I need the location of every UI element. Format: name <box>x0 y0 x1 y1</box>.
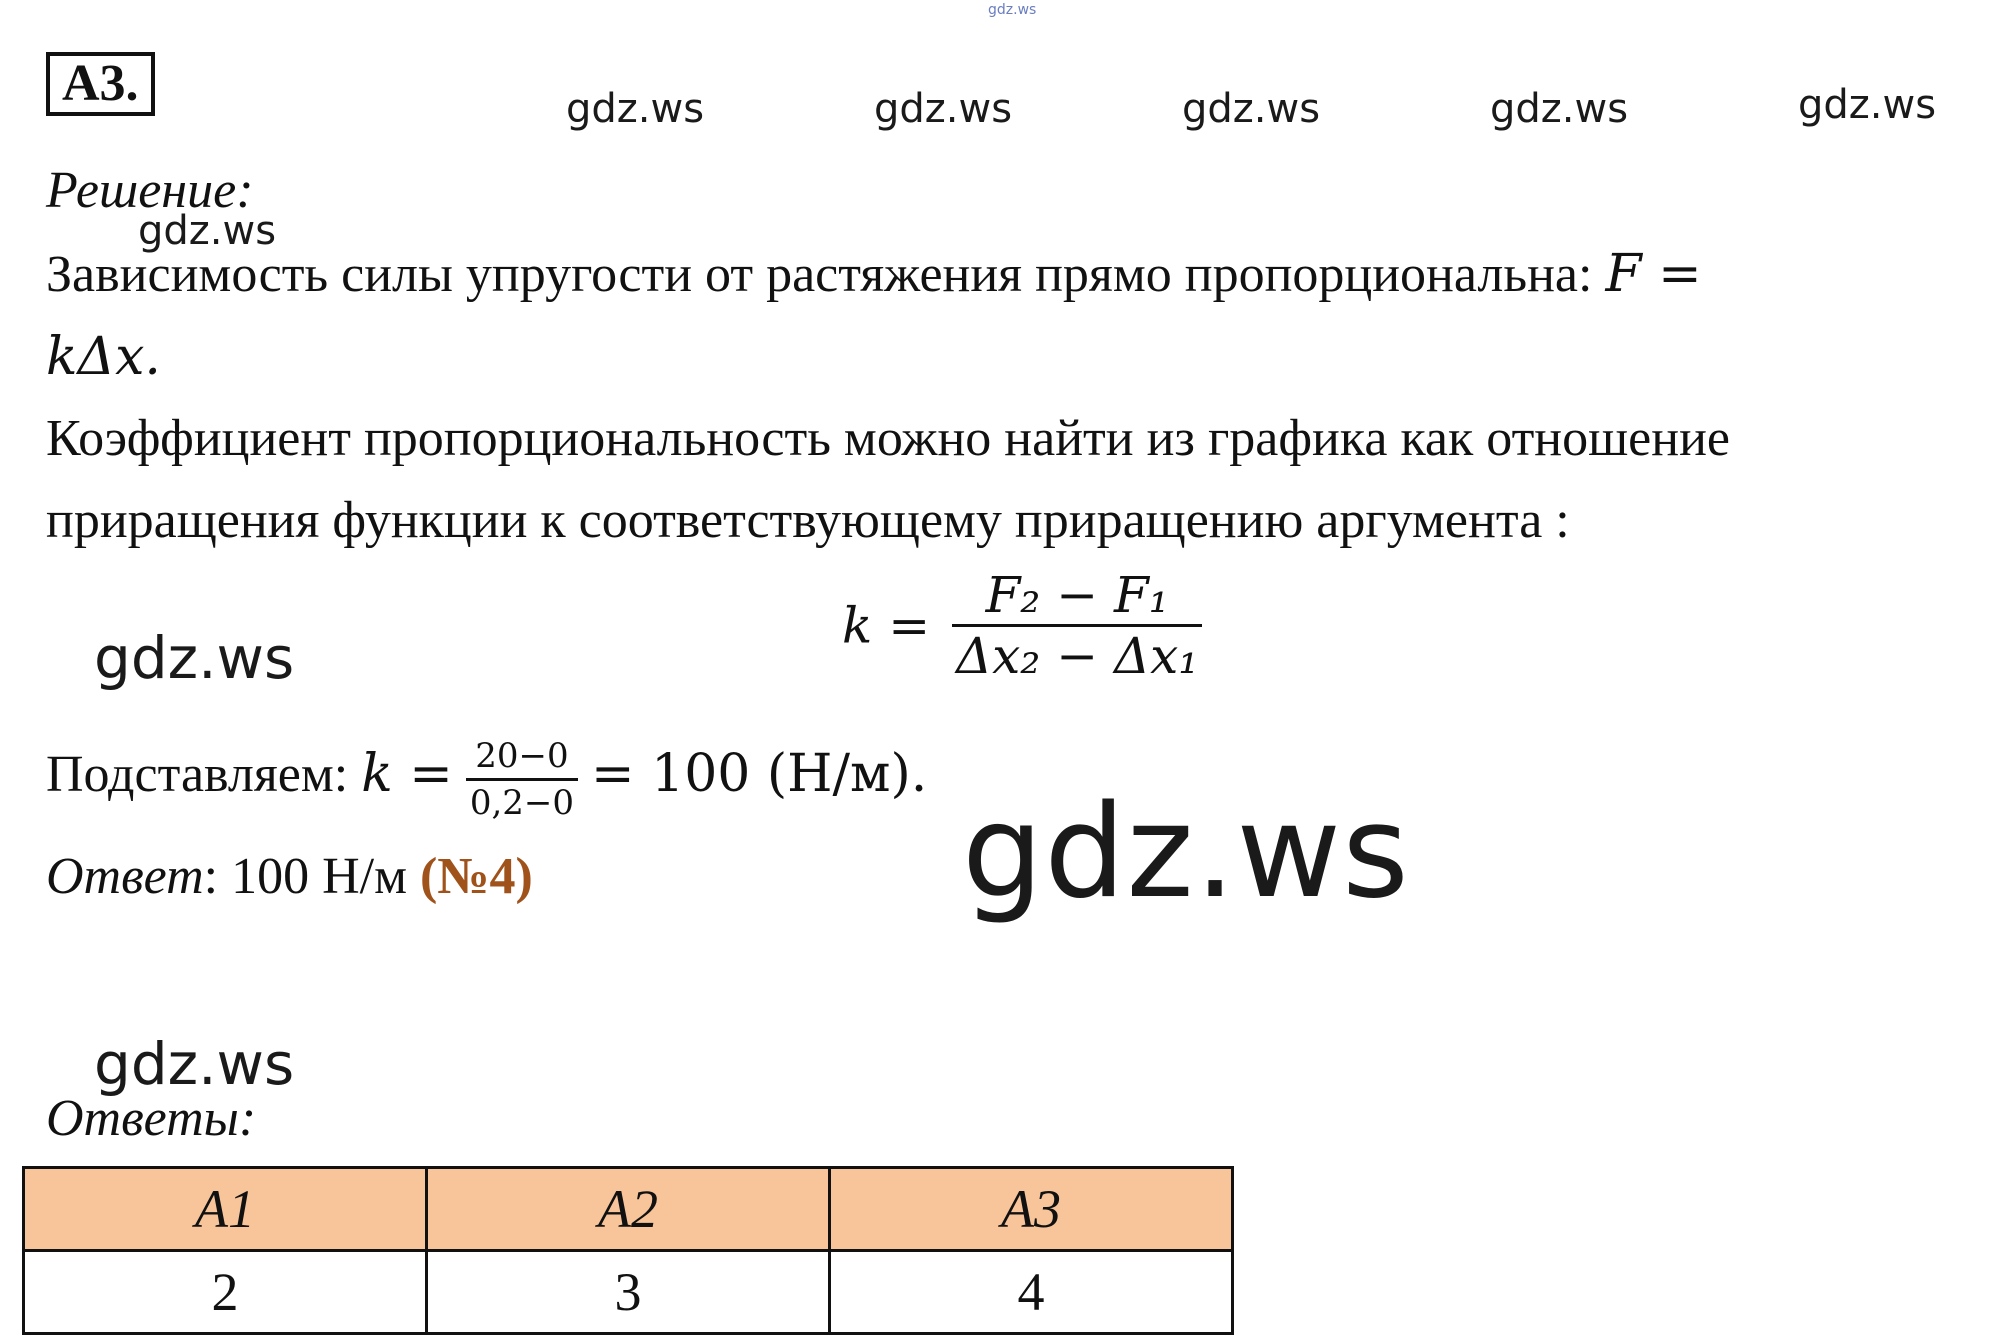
watermark-left-1: gdz.ws <box>138 208 277 254</box>
table-cell: 2 <box>24 1251 427 1334</box>
answers-heading: Ответы: <box>46 1090 257 1147</box>
watermark-row-5: gdz.ws <box>1798 82 1937 128</box>
task-label: А3. <box>46 52 155 116</box>
substitution-line: Подставляем: k = $\frac{20-0}{0,2-0}$ = 100 (Н/м). <box>46 735 928 823</box>
watermark-row-3: gdz.ws <box>1182 86 1321 132</box>
watermark-row-2: gdz.ws <box>874 86 1013 132</box>
watermark-big: gdz.ws <box>962 778 1410 927</box>
table-row <box>24 1251 1233 1334</box>
table-cell: 3 <box>427 1251 830 1334</box>
watermark-left-3: gdz.ws <box>94 1030 295 1098</box>
table-header-cell: A2 <box>427 1168 830 1251</box>
solution-line-3: приращения функции к соответствующему приращению аргумента : <box>46 492 1570 549</box>
solution-line-1: Зависимость силы упругости от растяжения прямо пропорциональна: F = <box>46 244 1702 304</box>
solution-line-2: Коэффициент пропорциональность можно найти из графика как отношение <box>46 410 1730 467</box>
watermark-left-2: gdz.ws <box>94 624 295 692</box>
solution-line-1-cont: kΔx. <box>46 327 161 387</box>
main-formula: k = $\frac{\text{F₂ − F₁}}{\text{Δx₂ − Δx₁}}$ <box>842 566 1202 685</box>
answer-line: Ответ: 100 Н/м (№4) <box>46 848 533 905</box>
table-header-row <box>24 1168 1233 1251</box>
answers-table <box>22 1166 1234 1335</box>
watermark-row-1: gdz.ws <box>566 86 705 132</box>
table-header-cell: A1 <box>24 1168 427 1251</box>
table-header-cell: A3 <box>830 1168 1233 1251</box>
watermark-row-4: gdz.ws <box>1490 86 1629 132</box>
solution-heading: Решение: <box>46 162 254 219</box>
watermark-tiny: gdz.ws <box>988 2 1037 18</box>
table-cell: 4 <box>830 1251 1233 1334</box>
